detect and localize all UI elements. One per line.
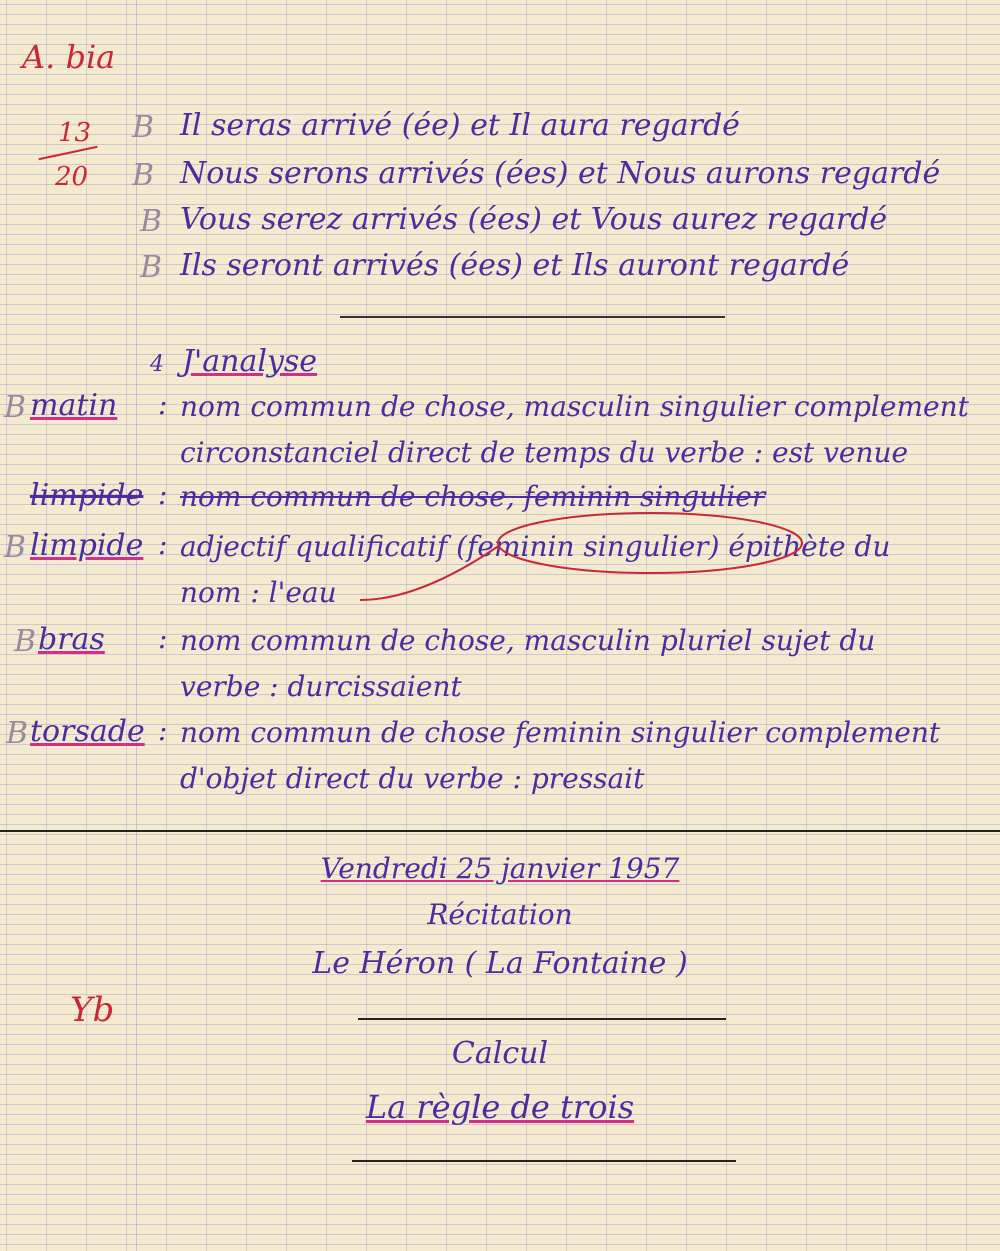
analysis-def-1a: nom commun de chose, masculin singulier complement xyxy=(180,390,969,423)
analysis-def-1b: circonstanciel direct de temps du verbe : est venue xyxy=(180,436,909,469)
analysis-def-2a: nom commun de chose, feminin singulier xyxy=(180,480,766,513)
teacher-initials: A. bia xyxy=(22,38,116,76)
analysis-def-4a: nom commun de chose, masculin pluriel sujet du xyxy=(180,624,876,657)
analysis-sep-5: : xyxy=(158,714,168,747)
teacher-mark-bottom: Yb xyxy=(70,990,115,1030)
conj-line-2: Nous serons arrivés (ées) et Nous aurons regardé xyxy=(180,156,941,191)
correction-ellipse xyxy=(498,513,802,573)
analysis-def-4b: verbe : durcissaient xyxy=(180,670,462,703)
analysis-def-3a: adjectif qualificatif (feminin singulier) épithète du xyxy=(180,530,891,563)
analysis-sep-1: : xyxy=(158,388,168,421)
score-denominator: 20 xyxy=(55,162,89,192)
analysis-term-3: limpide xyxy=(30,528,144,563)
analysis-term-5: torsade xyxy=(30,714,145,749)
conj-mark-1: B xyxy=(132,110,155,145)
calcul-title: La règle de trois xyxy=(365,1088,635,1126)
calcul-label: Calcul xyxy=(451,1036,549,1071)
analysis-def-5b: d'objet direct du verbe : pressait xyxy=(180,762,645,795)
analysis-mark-3: B xyxy=(4,530,27,565)
conj-line-4: Ils seront arrivés (ées) et Ils auront regardé xyxy=(180,248,850,283)
analysis-sep-4: : xyxy=(158,622,168,655)
conj-mark-4: B xyxy=(140,250,163,285)
analysis-def-5a: nom commun de chose feminin singulier complement xyxy=(180,716,941,749)
analysis-number: 4 xyxy=(150,352,164,377)
analysis-sep-3: : xyxy=(158,528,168,561)
analysis-term-2: limpide xyxy=(30,478,144,513)
analysis-sep-2: : xyxy=(158,478,168,511)
conj-mark-3: B xyxy=(140,204,163,239)
recitation-title: Le Héron ( La Fontaine ) xyxy=(312,946,688,981)
analysis-term-4: bras xyxy=(38,622,105,657)
conj-line-3: Vous serez arrivés (ées) et Vous aurez regardé xyxy=(180,202,888,237)
lesson-date: Vendredi 25 janvier 1957 xyxy=(320,852,680,885)
recitation-label: Récitation xyxy=(427,898,573,931)
analysis-title: J'analyse xyxy=(182,344,318,379)
analysis-mark-1: B xyxy=(4,390,27,425)
analysis-mark-5: B xyxy=(6,716,29,751)
score-numerator: 13 xyxy=(58,118,92,148)
analysis-mark-4: B xyxy=(14,624,37,659)
conj-line-1: Il seras arrivé (ée) et Il aura regardé xyxy=(180,108,740,143)
correction-arrow xyxy=(360,545,500,600)
analysis-term-1: matin xyxy=(30,388,118,423)
conj-mark-2: B xyxy=(132,158,155,193)
analysis-def-3b: nom : l'eau xyxy=(180,576,337,609)
